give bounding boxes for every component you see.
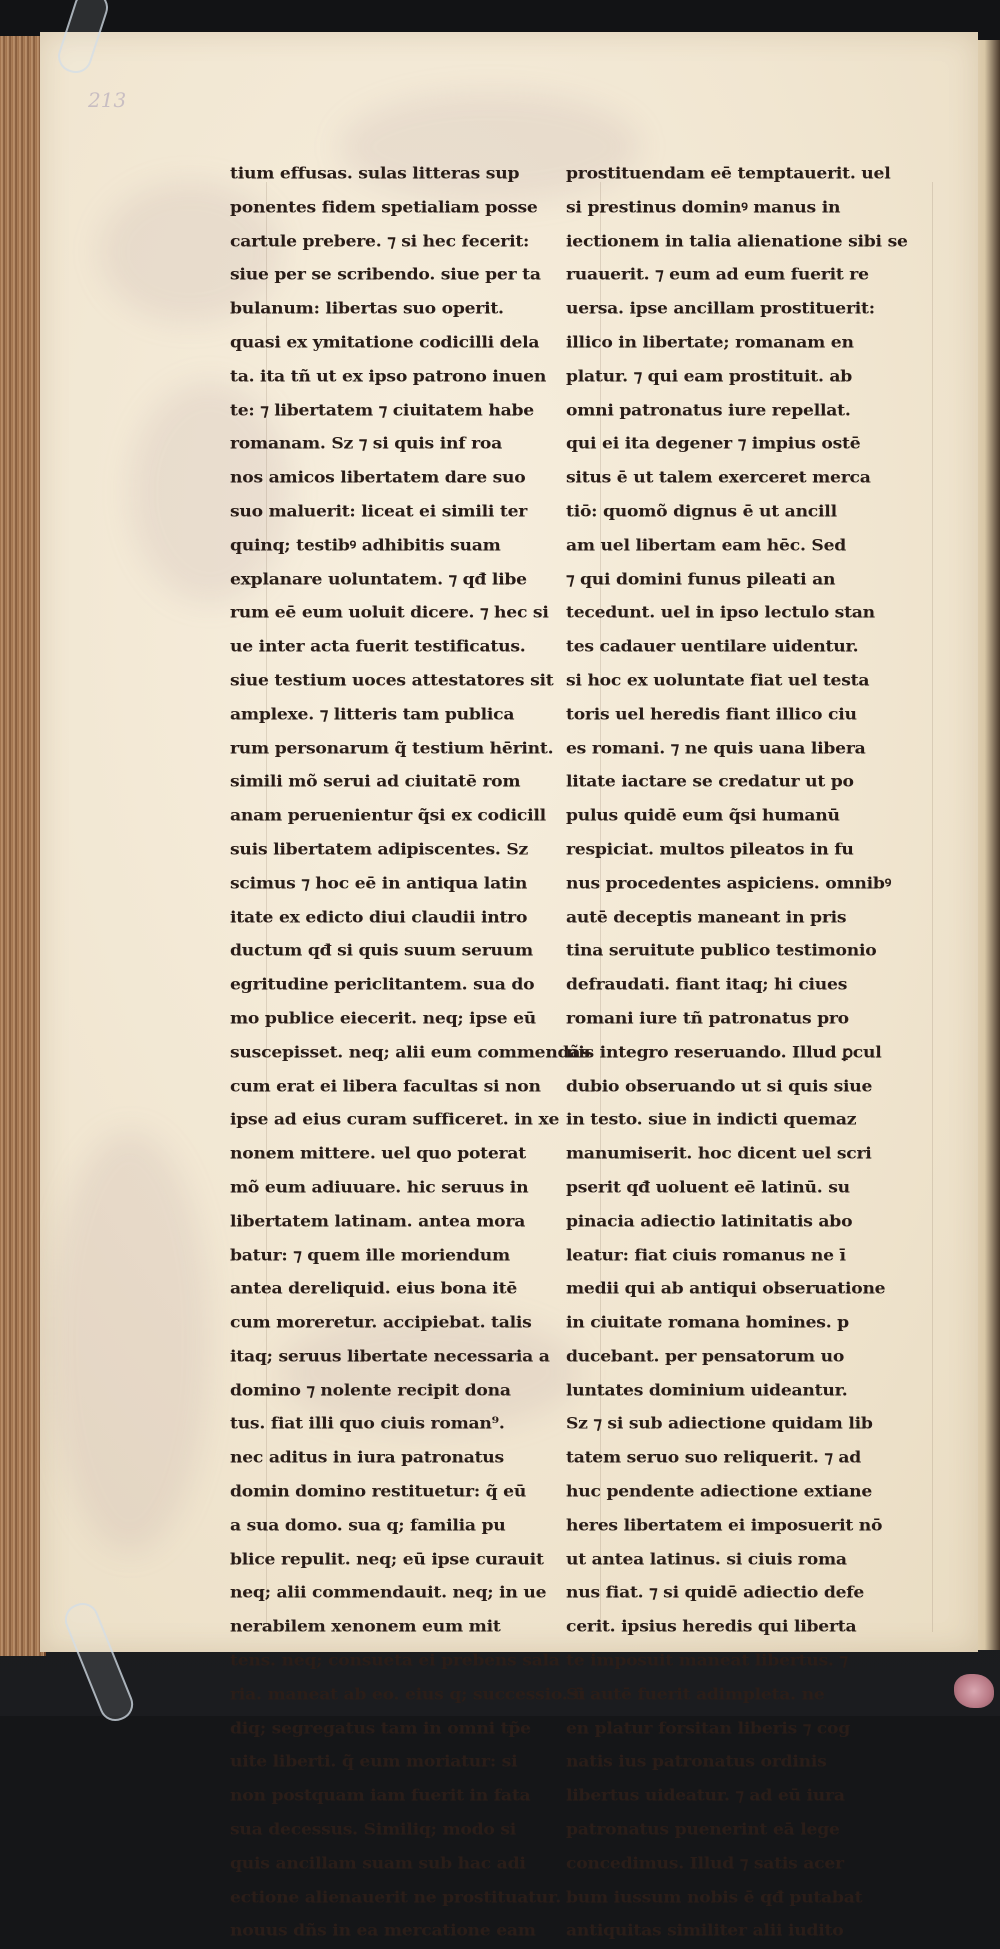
- text-line: mo publice eiecerit. neq; ipse eū: [230, 1009, 537, 1029]
- text-line: Si autē fuerit adimpleta. ne: [566, 1685, 825, 1705]
- text-line: bum iussum nobis ē qđ putabat: [566, 1888, 863, 1907]
- text-line: defraudati. fiant itaq; hi ciues: [566, 975, 848, 995]
- text-line: explanare uoluntatem. ⁊ qđ libe: [230, 570, 527, 589]
- text-line: quasi ex ymitatione codicilli dela: [230, 333, 540, 353]
- text-line: illico in libertate; romanam en: [566, 333, 854, 353]
- text-line: es romani. ⁊ ne quis uana libera: [566, 739, 866, 758]
- text-line: natis ius patronatus ordinis: [566, 1753, 827, 1772]
- text-line: scimus ⁊ hoc eē in antiqua latin: [230, 874, 528, 894]
- text-line: tens. neq; consueta ei prebens sala: [230, 1651, 560, 1671]
- text-line: quis ancillam suam sub hac adi: [230, 1854, 526, 1874]
- text-line: nus procedentes aspiciens. omnibꝰ: [566, 874, 892, 894]
- text-line: ponentes fidem spetialiam posse: [230, 198, 538, 218]
- text-line: mõ eum adiuuare. hic seruus in: [230, 1178, 529, 1198]
- text-line: ut antea latinus. si ciuis roma: [566, 1550, 847, 1569]
- text-line: libertus uideatur. ⁊ ad eū iura: [566, 1787, 845, 1806]
- text-line: si prestinus dominꝰ manus in: [566, 198, 841, 218]
- text-line: ipse ad eius curam sufficeret. in xe: [230, 1111, 560, 1130]
- binding-thread: [954, 1674, 994, 1708]
- text-line: suscepisset. neq; alii eum commendãs: [230, 1043, 590, 1062]
- text-column-left: [230, 158, 590, 1949]
- text-line: tina seruitute publico testimonio: [566, 942, 877, 961]
- text-line: cum moreretur. accipiebat. talis: [230, 1313, 532, 1333]
- text-line: libertatem latinam. antea mora: [230, 1212, 526, 1231]
- text-line: a sua domo. sua q; familia pu: [230, 1516, 506, 1536]
- text-line: Sz ⁊ si sub adiectione quidam lib: [566, 1415, 873, 1434]
- text-line: heres libertatem ei imposuerit nō: [566, 1516, 883, 1536]
- text-line: antea dereliquid. eius bona itē: [230, 1280, 518, 1299]
- text-line: tes cadauer uentilare uidentur.: [566, 638, 859, 657]
- text-line: ectione alienauerit ne prostituatur.: [230, 1888, 562, 1907]
- text-line: egritudine periclitantem. sua do: [230, 975, 535, 995]
- text-line: uite liberti. q̃ eum moriatur: si: [230, 1753, 518, 1772]
- text-line: ria. maneat ab eo. eius q; successio. ū: [230, 1685, 586, 1705]
- text-line: anam peruenientur q̃si ex codicill: [230, 807, 546, 826]
- text-line: pulus quidē eum q̃si humanū: [566, 807, 840, 826]
- text-line: tatem seruo suo reliquerit. ⁊ ad: [566, 1449, 862, 1468]
- text-line: siue per se scribendo. siue per ta: [230, 266, 541, 285]
- text-line: rum eē eum uoluit dicere. ⁊ hec si: [230, 604, 549, 623]
- stain: [50, 1132, 210, 1552]
- text-line: romani iure tñ patronatus pro: [566, 1009, 849, 1029]
- text-line: diq; segregatus tam in omni tp̃e: [230, 1719, 531, 1738]
- text-line: suis libertatem adipiscentes. Sz: [230, 840, 529, 860]
- text-line: leatur: fiat ciuis romanus ne ī: [566, 1246, 846, 1265]
- text-line: te imposuit maneat libertus. ⁊: [566, 1651, 848, 1671]
- text-line: tecedunt. uel in ipso lectulo stan: [566, 604, 875, 623]
- text-line: batur: ⁊ quem ille moriendum: [230, 1246, 510, 1265]
- text-line: simili mõ serui ad ciuitatē rom: [230, 773, 521, 792]
- text-line: qui ei ita degener ⁊ impius ostē: [566, 435, 861, 454]
- text-line: luntates dominium uideantur.: [566, 1381, 848, 1400]
- text-line: situs ē ut talem exerceret merca: [566, 469, 871, 488]
- ruling-line: [932, 182, 933, 1632]
- text-line: toris uel heredis fiant illico ciu: [566, 705, 857, 725]
- text-line: dubio obseruando ut si quis siue: [566, 1077, 873, 1096]
- text-line: tus. fiat illi quo ciuis roman⁹.: [230, 1415, 505, 1434]
- text-line: nus fiat. ⁊ si quidē adiectio defe: [566, 1584, 865, 1603]
- text-column-right: [566, 158, 908, 1949]
- text-line: tiō: quomõ dignus ē ut ancill: [566, 502, 837, 522]
- text-line: cum erat ei libera facultas si non: [230, 1077, 541, 1096]
- text-line: romanam. Sz ⁊ si quis inf roa: [230, 435, 503, 454]
- text-line: patronatus puenerint eā lege: [566, 1820, 840, 1840]
- text-line: antiquitas similiter alii iudito: [566, 1922, 844, 1941]
- text-line: in testo. siue in indicti quemaz: [566, 1111, 857, 1130]
- text-line: domin domino restituetur: q̃ eū: [230, 1482, 527, 1502]
- text-line: medii qui ab antiqui obseruatione: [566, 1280, 886, 1299]
- text-line: blice repulit. neq; eū ipse curauit: [230, 1550, 544, 1569]
- text-line: iectionem in talia alienatione sibi se: [566, 232, 908, 251]
- text-line: non postquam iam fuerit in fata: [230, 1787, 531, 1806]
- text-line: nis integro reseruando. Illud ꝑcul: [566, 1043, 882, 1062]
- text-line: nos amicos libertatem dare suo: [230, 469, 526, 488]
- text-line: amplexe. ⁊ litteris tam publica: [230, 705, 515, 725]
- text-line: itate ex edicto diui claudii intro: [230, 908, 528, 927]
- text-line: omni patronatus iure repellat.: [566, 401, 851, 420]
- text-line: ducebant. per pensatorum uo: [566, 1347, 845, 1367]
- text-line: cerit. ipsius heredis qui liberta: [566, 1618, 857, 1637]
- text-line: am uel libertam eam hēc. Sed: [566, 536, 847, 556]
- text-line: bulanum: libertas suo operit.: [230, 300, 504, 319]
- text-line: neq; alii commendauit. neq; in ue: [230, 1584, 547, 1603]
- text-line: platur. ⁊ qui eam prostituit. ab: [566, 367, 853, 387]
- text-line: itaq; seruus libertate necessaria a: [230, 1347, 550, 1367]
- text-line: domino ⁊ nolente recipit dona: [230, 1381, 511, 1400]
- text-line: ruauerit. ⁊ eum ad eum fuerit re: [566, 266, 869, 285]
- text-line: sua decessus. Similiq; modo si: [230, 1820, 517, 1840]
- text-line: ue inter acta fuerit testificatus.: [230, 638, 526, 657]
- text-line: litate iactare se credatur ut po: [566, 773, 854, 792]
- text-line: si hoc ex uoluntate fiat uel testa: [566, 671, 870, 691]
- text-line: manumiserit. hoc dicent uel scri: [566, 1144, 872, 1164]
- text-line: pinacia adiectio latinitatis abo: [566, 1212, 853, 1231]
- text-line: ta. ita tñ ut ex ipso patrono inuen: [230, 367, 547, 387]
- text-line: prostituendam eē temptauerit. uel: [566, 164, 891, 184]
- text-line: autē deceptis maneant in pris: [566, 908, 847, 927]
- text-line: concedimus. Illud ⁊ satis acer: [566, 1854, 844, 1874]
- text-line: respiciat. multos pileatos in fu: [566, 840, 854, 860]
- text-line: siue testium uoces attestatores sit: [230, 671, 554, 691]
- text-line: en platur forsitan liberis ⁊ cog: [566, 1719, 850, 1738]
- text-line: tium effusas. sulas litteras sup: [230, 164, 520, 184]
- text-line: nonem mittere. uel quo poterat: [230, 1144, 526, 1164]
- text-line: huc pendente adiectione extiane: [566, 1482, 873, 1502]
- text-line: pserit qđ uoluent eē latinū. su: [566, 1178, 850, 1198]
- text-line: rum personarum q̃ testium hērint.: [230, 739, 554, 758]
- text-line: in ciuitate romana homines. p: [566, 1313, 849, 1333]
- text-line: ⁊ qui domini funus pileati an: [566, 570, 836, 589]
- text-line: nerabilem xenonem eum mit: [230, 1618, 501, 1637]
- folio-number: 213: [88, 88, 127, 112]
- text-line: nouus dñs in ea mercatione eam: [230, 1922, 536, 1941]
- text-line: te: ⁊ libertatem ⁊ ciuitatem habe: [230, 401, 534, 420]
- text-line: nec aditus in iura patronatus: [230, 1449, 504, 1468]
- text-line: suo maluerit: liceat ei simili ter: [230, 502, 528, 522]
- text-line: ductum qđ si quis suum seruum: [230, 942, 533, 961]
- text-line: uersa. ipse ancillam prostituerit:: [566, 300, 875, 319]
- text-line: quinq; testibꝰ adhibitis suam: [230, 536, 501, 556]
- text-line: cartule prebere. ⁊ si hec fecerit:: [230, 232, 530, 251]
